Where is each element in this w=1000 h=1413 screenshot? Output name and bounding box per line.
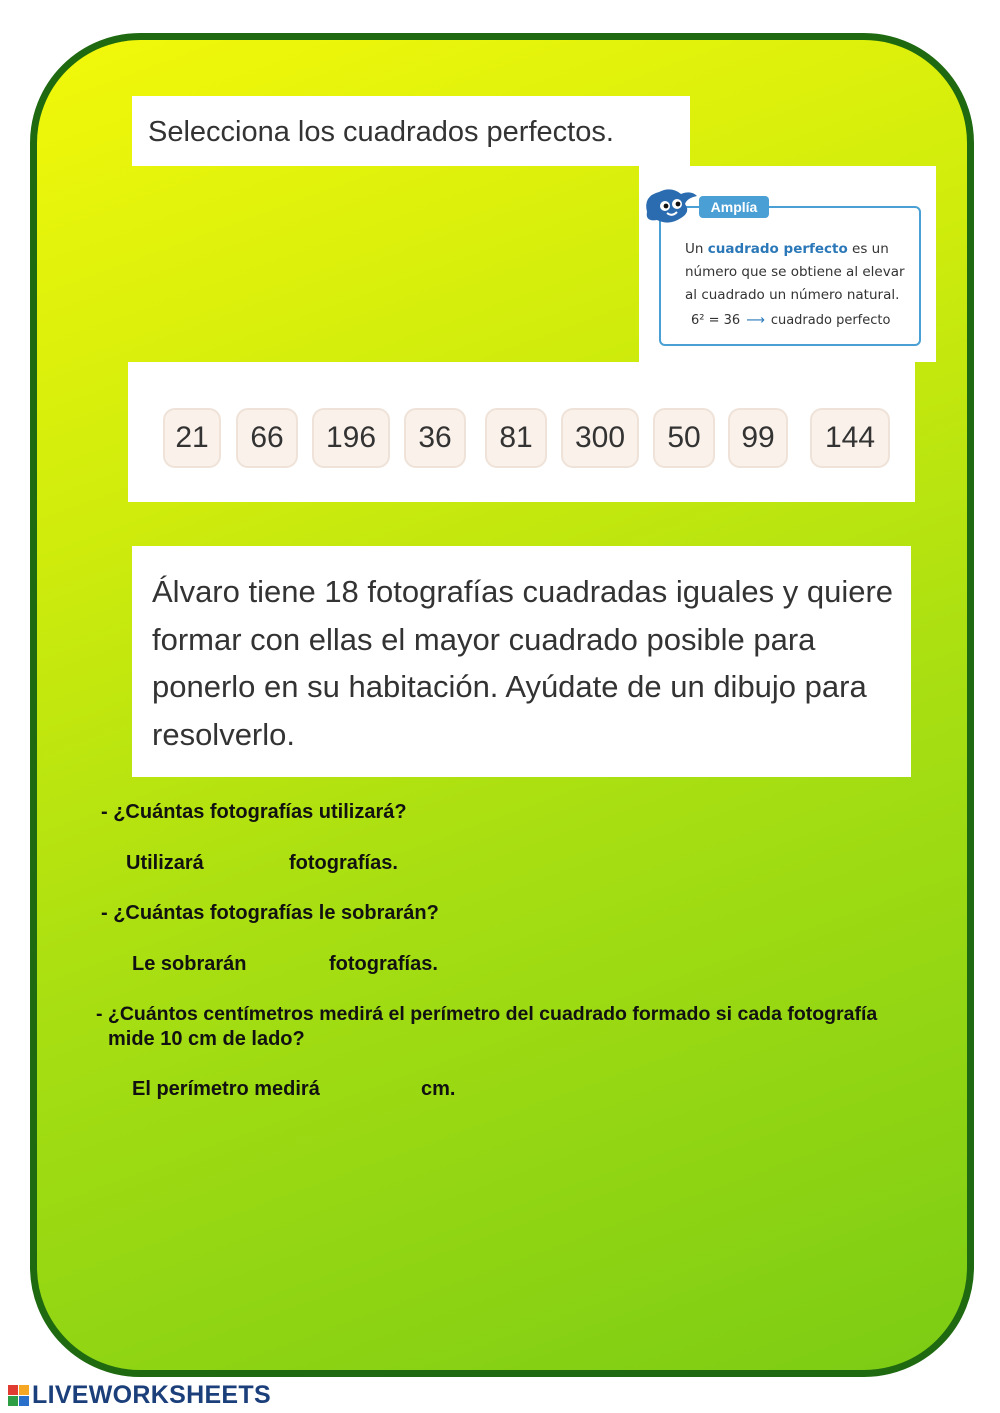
- answer-3-input[interactable]: [340, 1076, 414, 1106]
- answer-1-input[interactable]: [213, 850, 287, 880]
- number-option[interactable]: 36: [404, 408, 466, 468]
- number-option[interactable]: 99: [728, 408, 788, 468]
- question-2: - ¿Cuántas fotografías le sobrarán?: [101, 902, 439, 924]
- answer-3-prefix: El perímetro medirá: [132, 1078, 320, 1100]
- ampl-definition: Un cuadrado perfecto es un número que se obtiene al elevar al cuadrado un número natural.: [685, 241, 905, 303]
- answer-2-prefix: Le sobrarán: [132, 953, 247, 975]
- mascot-icon: [641, 182, 701, 228]
- answer-1-suffix: fotografías.: [289, 852, 398, 874]
- number-option[interactable]: 81: [485, 408, 547, 468]
- number-choices: [128, 362, 915, 502]
- number-option[interactable]: 66: [236, 408, 298, 468]
- ampl-info-box: [639, 166, 936, 362]
- answer-3-suffix: cm.: [421, 1078, 456, 1100]
- instruction-text: Selecciona los cuadrados perfectos.: [148, 116, 614, 148]
- ampl-tab: Amplía: [699, 196, 769, 218]
- question-3-line1: - ¿Cuántos centímetros medirá el perímetro del cuadrado formado si cada fotografía: [96, 1003, 878, 1025]
- arrow-right-icon: ⟶: [746, 313, 765, 328]
- answer-2-suffix: fotografías.: [329, 953, 438, 975]
- ampl-example: [691, 313, 890, 328]
- number-option[interactable]: 144: [810, 408, 890, 468]
- question-1: - ¿Cuántas fotografías utilizará?: [101, 801, 407, 823]
- ampl-highlight: cuadrado perfecto: [707, 241, 848, 257]
- problem-box: [132, 546, 911, 777]
- question-3-line2: mide 10 cm de lado?: [108, 1028, 305, 1050]
- number-option[interactable]: 21: [163, 408, 221, 468]
- number-option[interactable]: 196: [312, 408, 390, 468]
- brand-name: LIVEWORKSHEETS: [32, 1381, 271, 1409]
- ampl-example-rhs: cuadrado perfecto: [770, 313, 891, 328]
- answer-2-input[interactable]: [258, 951, 332, 981]
- ampl-example-lhs: 6² = 36: [691, 313, 741, 328]
- problem-text: Álvaro tiene 18 fotografías cuadradas iguales y quiere formar con ellas el mayor cuadrado posible para ponerlo en su habitación. Ayúdate de un dibujo para resolverlo.: [152, 574, 894, 752]
- instruction-box: [132, 96, 690, 166]
- answer-1-prefix: Utilizará: [126, 852, 204, 874]
- number-option[interactable]: 50: [653, 408, 715, 468]
- number-option[interactable]: 300: [561, 408, 639, 468]
- liveworksheets-logo-icon: [8, 1385, 30, 1407]
